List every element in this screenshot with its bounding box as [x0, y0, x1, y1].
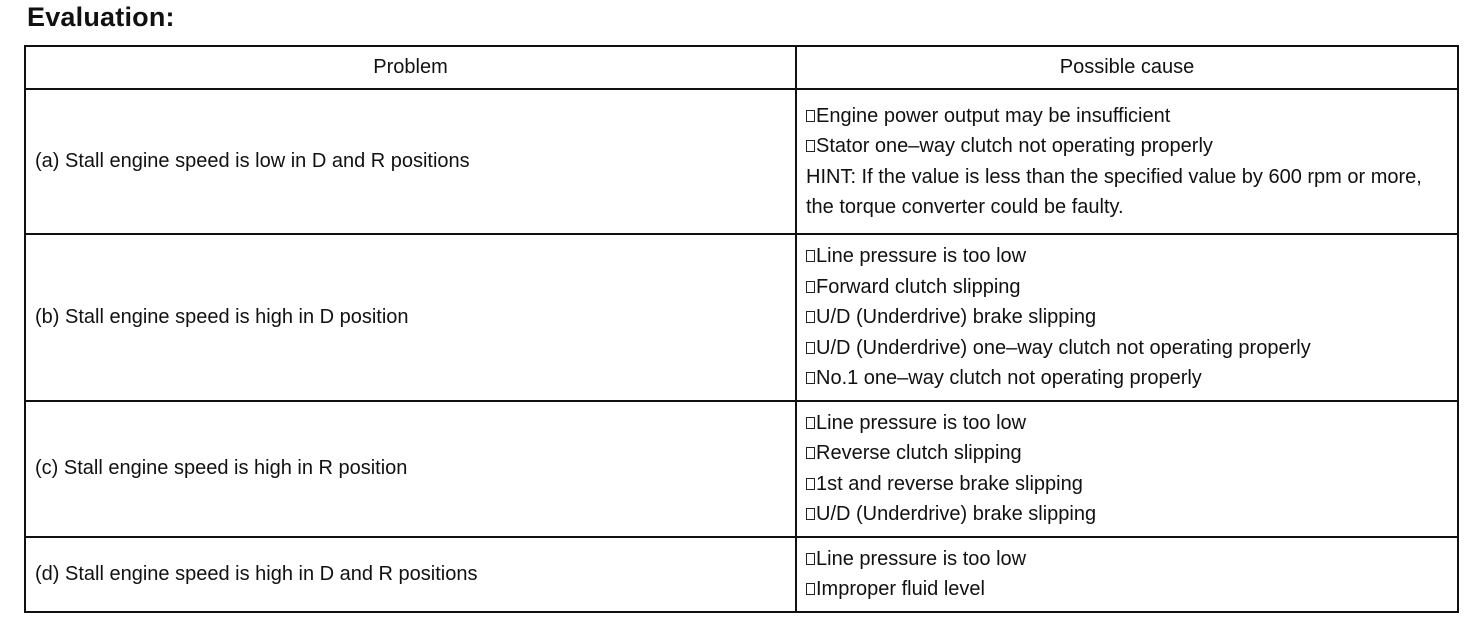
cause-item	[806, 131, 1449, 162]
evaluation-table	[24, 45, 1459, 613]
checkbox-icon	[806, 508, 815, 520]
cause-text: U/D (Underdrive) one–way clutch not operating properly	[816, 336, 1311, 359]
cause-item	[806, 438, 1449, 469]
cause-item	[806, 272, 1449, 303]
checkbox-icon	[806, 342, 815, 354]
cause-item	[806, 241, 1449, 272]
possible-cause-cell	[796, 234, 1458, 401]
cause-item	[806, 544, 1449, 575]
checkbox-icon	[806, 140, 815, 152]
cause-text: 1st and reverse brake slipping	[816, 472, 1083, 495]
checkbox-icon	[806, 417, 815, 429]
cause-text: Engine power output may be insufficient	[816, 104, 1171, 127]
cause-item	[806, 302, 1449, 333]
cause-text: Line pressure is too low	[816, 245, 1027, 267]
cause-item	[806, 101, 1449, 132]
problem-cell: (d) Stall engine speed is high in D and R positions	[25, 537, 796, 612]
table-header-row	[25, 46, 1458, 89]
checkbox-icon	[806, 311, 815, 323]
cause-item	[806, 469, 1449, 500]
cause-item	[806, 574, 1449, 605]
checkbox-icon	[806, 281, 815, 293]
cause-item	[806, 499, 1449, 530]
checkbox-icon	[806, 583, 815, 595]
cause-item	[806, 408, 1449, 439]
table-row	[25, 89, 1458, 234]
cause-item	[806, 363, 1449, 394]
checkbox-icon	[806, 110, 815, 122]
table-row	[25, 234, 1458, 401]
hint-text: HINT: If the value is less than the specified value by 600 rpm or more, the torque converter could be faulty.	[806, 165, 1422, 218]
problem-cell: (b) Stall engine speed is high in D position	[25, 234, 796, 401]
possible-cause-cell	[796, 537, 1458, 612]
cause-text: U/D (Underdrive) brake slipping	[816, 306, 1097, 328]
cause-text: Forward clutch slipping	[816, 275, 1021, 298]
problem-cell: (a) Stall engine speed is low in D and R positions	[25, 89, 796, 234]
column-header-possible-cause: Possible cause	[796, 46, 1458, 89]
cause-text: U/D (Underdrive) brake slipping	[816, 503, 1097, 525]
table-row	[25, 537, 1458, 612]
cause-text: Improper fluid level	[816, 578, 985, 600]
column-header-problem: Problem	[25, 46, 796, 89]
possible-cause-cell	[796, 89, 1458, 234]
checkbox-icon	[806, 447, 815, 459]
checkbox-icon	[806, 478, 815, 490]
cause-text: Line pressure is too low	[816, 547, 1027, 570]
cause-item	[806, 333, 1449, 364]
page-title: Evaluation:	[27, 2, 175, 32]
cause-text: Stator one–way clutch not operating properly	[816, 135, 1213, 157]
possible-cause-cell	[796, 401, 1458, 537]
table-row	[25, 401, 1458, 537]
checkbox-icon	[806, 372, 815, 384]
problem-cell: (c) Stall engine speed is high in R position	[25, 401, 796, 537]
checkbox-icon	[806, 250, 815, 262]
checkbox-icon	[806, 553, 815, 565]
cause-text: No.1 one–way clutch not operating properly	[816, 367, 1202, 389]
cause-text: Line pressure is too low	[816, 411, 1027, 434]
cause-text: Reverse clutch slipping	[816, 442, 1022, 464]
